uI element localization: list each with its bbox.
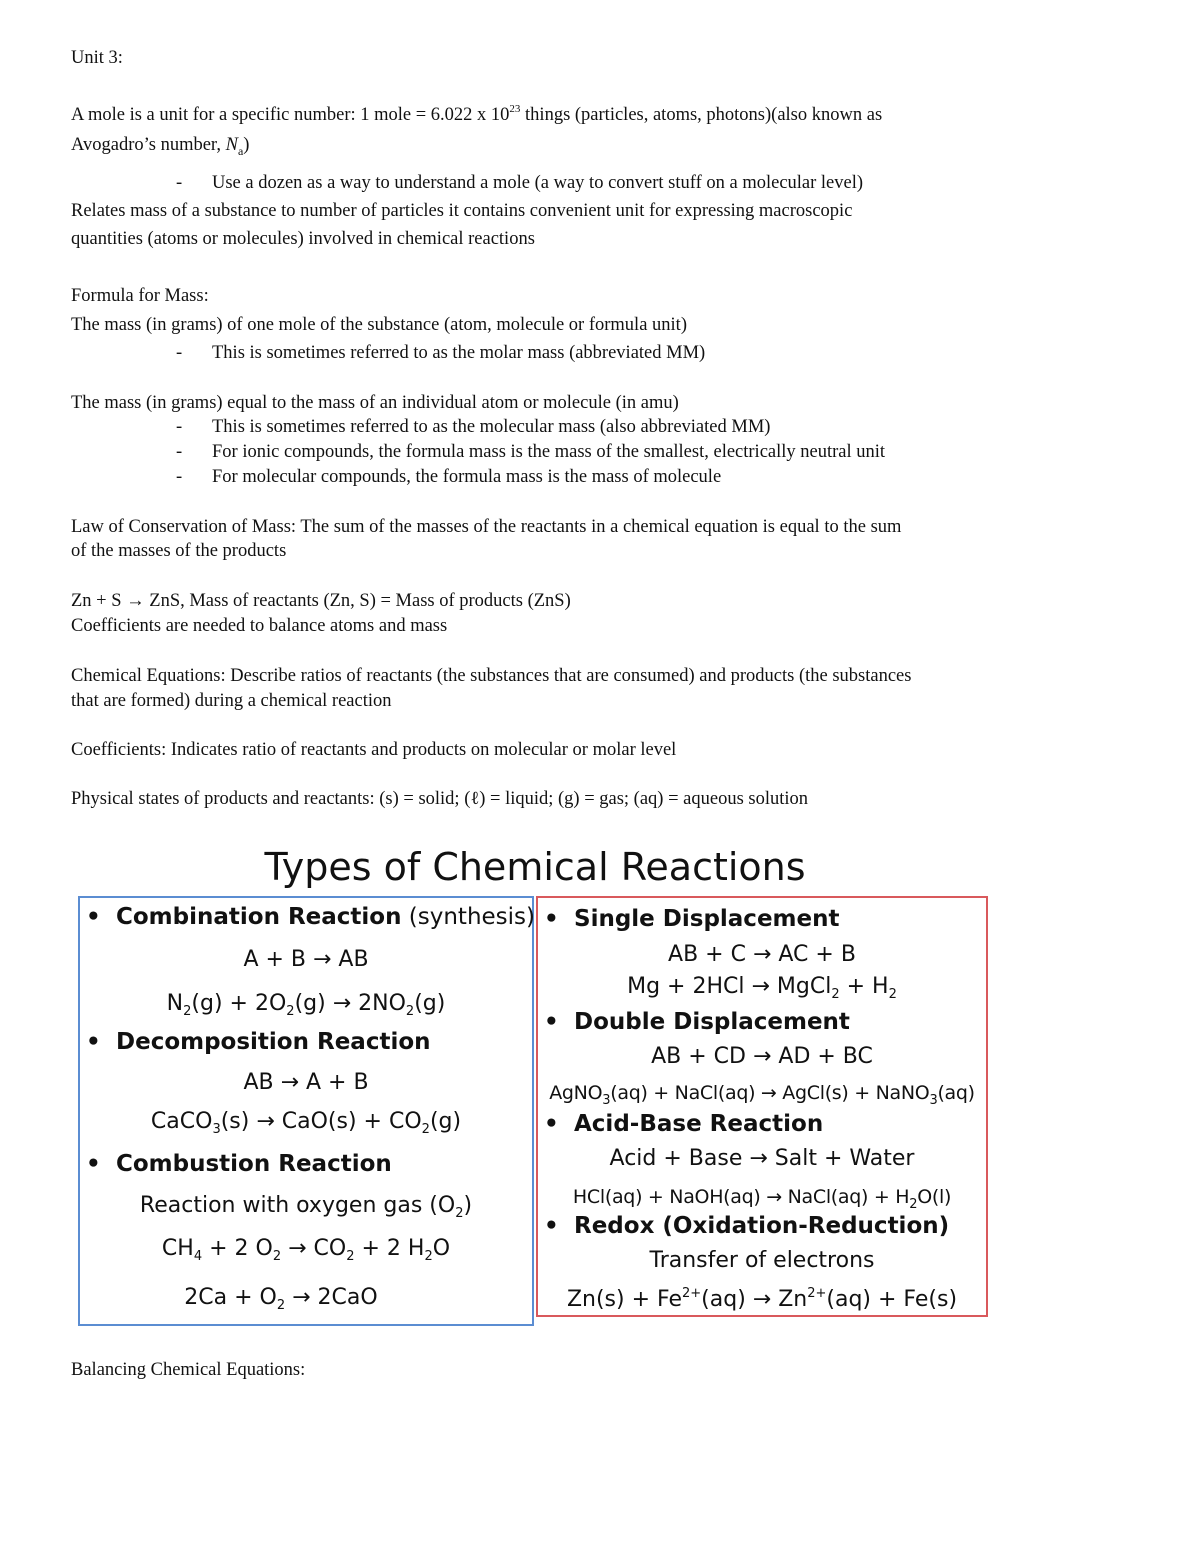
combustion-heading [80, 1149, 532, 1179]
combination-note: (synthesis) [401, 904, 535, 930]
formula-bullet-text: This is sometimes referred to as the molar mass (abbreviated MM) [212, 343, 706, 363]
formula-heading: Formula for Mass: [71, 286, 209, 306]
mole-text-a: A mole is a unit for a specific number: 1 mole = 6.022 x 10 [71, 105, 510, 125]
single-displacement-heading [538, 904, 986, 934]
single-general: AB + C → AC + B [668, 942, 856, 967]
combustion-example-2: $2Ca + O_2 \to 2CaO$ [184, 1285, 378, 1313]
acid-base-heading [538, 1109, 986, 1139]
mole-bullet [176, 171, 863, 195]
acid-base-general: Acid + Base → Salt + Water [609, 1146, 915, 1171]
relates-line1: Relates mass of a substance to number of particles it contains convenient unit for expressing macroscopic [71, 201, 853, 221]
coefficients-definition: Coefficients: Indicates ratio of reactants and products on molecular or molar level [71, 740, 677, 760]
chemical-equations-line1: Chemical Equations: Describe ratios of reactants (the substances that are consumed) and products (the substances [71, 666, 912, 686]
double-example: AgNO$_3$(aq) + NaCl(aq) → AgCl(s) + NaNO$_3$(aq) [549, 1082, 975, 1108]
decomposition-title: Decomposition Reaction [116, 1029, 431, 1055]
acidbase-title: Acid-Base Reaction [574, 1111, 824, 1137]
coefficients-balance: Coefficients are needed to balance atoms and mass [71, 616, 448, 636]
law-line2: of the masses of the products [71, 541, 287, 561]
redox-example: $Zn(s) + Fe^{2+}(aq) \to Zn^{2+}(aq) + Fe(s)$ [566, 1286, 958, 1312]
mass-bullet-text: This is sometimes referred to as the molecular mass (also abbreviated MM) [212, 417, 771, 437]
zn-example: Zn + S → ZnS, Mass of reactants (Zn, S) = Mass of products (ZnS) [71, 591, 571, 611]
physical-states: Physical states of products and reactants: (s) = solid; (ℓ) = liquid; (g) = gas; (aq) = aqueous solution [71, 789, 809, 809]
double-displacement-heading [538, 1007, 986, 1037]
mass-bullet-1 [176, 415, 770, 439]
redox-general: Transfer of electrons [649, 1248, 875, 1273]
single-example: Mg + 2HCl → MgCl$_2$ + $H_2$ [627, 974, 897, 1002]
bullet: • [544, 1009, 559, 1035]
mass-bullet-text: For molecular compounds, the formula mass is the mass of molecule [212, 467, 722, 487]
figure-title: Types of Chemical Reactions [264, 845, 806, 889]
combination-general: A + B → AB [243, 947, 369, 972]
combination-title: Combination Reaction [116, 904, 402, 930]
balancing-heading: Balancing Chemical Equations: [71, 1360, 306, 1380]
dash-bullet: - [176, 343, 183, 363]
double-title: Double Displacement [574, 1009, 850, 1035]
mole-definition-line1 [71, 103, 882, 127]
avogadro-close: ) [243, 135, 250, 155]
mass-bullet-2 [176, 440, 885, 464]
redox-title: Redox (Oxidation-Reduction) [574, 1213, 950, 1239]
mole-bullet-text: Use a dozen as a way to understand a mole (a way to convert stuff on a molecular level) [212, 173, 864, 193]
decomposition-general: AB → A + B [243, 1070, 369, 1095]
law-line1: Law of Conservation of Mass: The sum of the masses of the reactants in a chemical equation is equal to the sum [71, 517, 902, 537]
bullet: • [544, 1111, 559, 1137]
relates-line2: quantities (atoms or molecules) involved in chemical reactions [71, 229, 535, 249]
redox-heading [538, 1211, 986, 1241]
dash-bullet: - [176, 417, 183, 437]
dash-bullet: - [176, 173, 183, 193]
double-general: AB + CD → AD + BC [651, 1044, 873, 1069]
dash-bullet: - [176, 442, 183, 462]
bullet: • [544, 1213, 559, 1239]
decomposition-heading [80, 1027, 532, 1057]
mass-bullet-text: For ionic compounds, the formula mass is the mass of the smallest, electrically neutral unit [212, 442, 886, 462]
combustion-title: Combustion Reaction [116, 1151, 392, 1177]
decomposition-example: CaCO$_3$(s) → $CaO(s) + CO_2(g)$ [150, 1109, 462, 1137]
mass-line: The mass (in grams) equal to the mass of an individual atom or molecule (in amu) [71, 393, 679, 413]
bullet: • [86, 1151, 101, 1177]
combustion-example-1: $CH_4 + 2$ $O_2 \to CO_2 + 2$ $H_2O$ [161, 1236, 451, 1264]
mole-definition-line2 [71, 133, 249, 157]
combustion-description: Reaction with oxygen gas $(O_2)$ [139, 1193, 473, 1221]
mass-bullet-3 [176, 465, 721, 489]
reactions-box-right [536, 896, 988, 1317]
mole-text-b: things (particles, atoms, photons)(also known as [520, 105, 883, 125]
unit-heading: Unit 3: [71, 48, 123, 68]
avogadro-subscript: a [237, 144, 244, 158]
bullet: • [86, 1029, 101, 1055]
chemical-equations-line2: that are formed) during a chemical reaction [71, 691, 392, 711]
combination-heading [80, 902, 535, 932]
single-title: Single Displacement [574, 906, 840, 932]
bullet: • [86, 904, 101, 930]
acid-base-example: HCl(aq) + NaOH(aq) → NaCl(aq) + $H_2O(l)$ [572, 1186, 952, 1212]
dash-bullet: - [176, 467, 183, 487]
reactions-box-left [78, 896, 534, 1326]
avogadro-symbol: N [225, 135, 238, 155]
avogadro-text: Avogadro’s number, [71, 135, 226, 155]
bullet: • [544, 906, 559, 932]
mole-exponent: 23 [509, 103, 521, 115]
formula-bullet [176, 341, 705, 365]
combination-example: $N_2(g) + 2O_2(g) \to 2NO_2(g)$ [166, 991, 446, 1019]
formula-line: The mass (in grams) of one mole of the substance (atom, molecule or formula unit) [71, 315, 687, 335]
